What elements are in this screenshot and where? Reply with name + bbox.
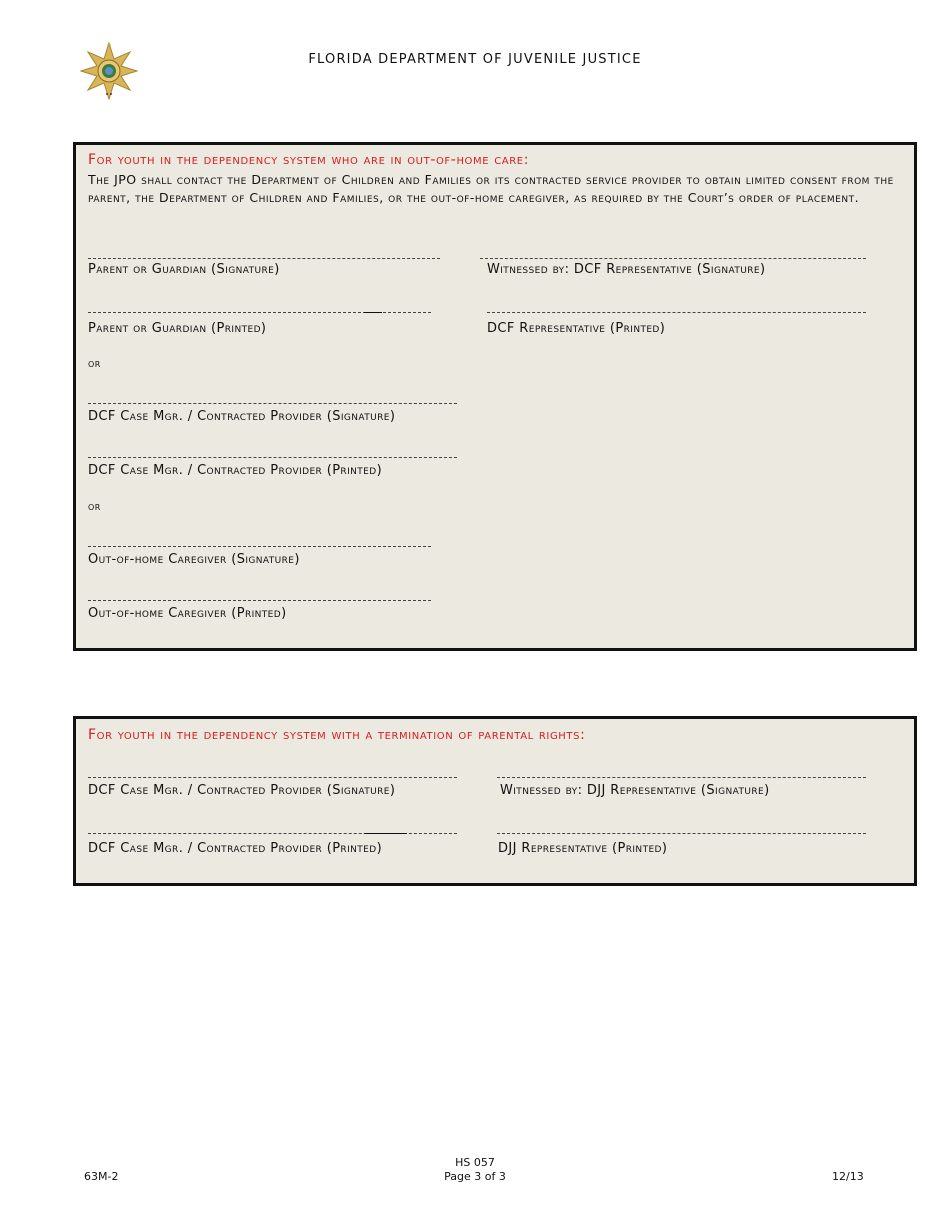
line-mark [364,312,382,313]
termination-parental-rights-section [73,716,917,886]
form-number: HS 057 [455,1156,495,1169]
dcf-case-printed-label: DCF Case Mgr. / Contracted Provider (Printed) [88,463,383,478]
dcf-case-signature-label: DCF Case Mgr. / Contracted Provider (Signature) [88,783,396,798]
dcf-case-signature-label: DCF Case Mgr. / Contracted Provider (Signature) [88,409,396,424]
djj-rep-printed-label: DJJ Representative (Printed) [498,841,668,856]
dcf-case-signature-line[interactable] [88,403,457,404]
dcf-case-signature-line[interactable] [88,777,457,778]
parent-printed-label: Parent or Guardian (Printed) [88,321,267,336]
form-code: 63M-2 [84,1170,119,1183]
witness-djj-signature-line[interactable] [497,777,866,778]
section1-heading: For youth in the dependency system who are in out-of-home care: [88,152,530,168]
section1-instructions: The JPO shall contact the Department of Children and Families or its contracted service provider to obtain limited consent from the parent, the Department of Children and Families, or the out-of-home caregiver, as required by the Court’s order of placement. [88,172,894,205]
or-separator: or [88,357,101,370]
out-of-home-care-section [73,142,917,651]
djj-rep-printed-line[interactable] [497,833,866,834]
caregiver-signature-line[interactable] [88,546,431,547]
witness-dcf-signature-line[interactable] [480,258,866,259]
dcf-rep-printed-label: DCF Representative (Printed) [487,321,666,336]
caregiver-printed-label: Out-of-home Caregiver (Printed) [88,606,287,621]
agency-title: FLORIDA DEPARTMENT OF JUVENILE JUSTICE [308,52,642,67]
witness-dcf-signature-label: Witnessed by: DCF Representative (Signature) [487,262,766,277]
parent-signature-line[interactable] [88,258,440,259]
page-number: Page 3 of 3 [444,1170,506,1183]
dcf-case-printed-label: DCF Case Mgr. / Contracted Provider (Printed) [88,841,383,856]
caregiver-printed-line[interactable] [88,600,431,601]
caregiver-signature-label: Out-of-home Caregiver (Signature) [88,552,300,567]
revision-date: 12/13 [832,1170,864,1183]
parent-signature-label: Parent or Guardian (Signature) [88,262,280,277]
dcf-case-printed-line[interactable] [88,457,457,458]
line-mark [364,833,407,834]
section2-heading: For youth in the dependency system with a termination of parental rights: [88,727,586,743]
dcf-rep-printed-line[interactable] [487,312,866,313]
or-separator: or [88,500,101,513]
witness-djj-signature-label: Witnessed by: DJJ Representative (Signature) [500,783,770,798]
florida-seal-icon [80,42,138,100]
